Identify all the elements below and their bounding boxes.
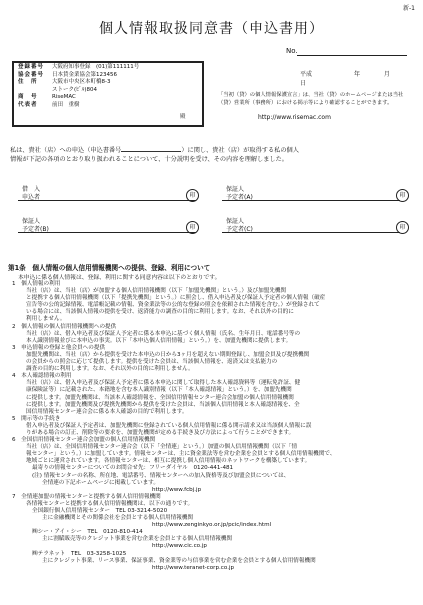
terms-line: の会員からの照会に応じて提供します。提供を受けた会員は、当該個人情報を、返済又は支払能力の xyxy=(26,359,278,366)
company-row xyxy=(14,79,202,87)
terms-line: 報センター」という。）に加盟しています。情報センターは、主に資金業法等を営む企業を会員とする個人信用情報機関で、 xyxy=(26,451,336,458)
terms-line: 利用しません。 xyxy=(26,316,66,323)
guarantor-c-seal-icon: 印 xyxy=(396,221,409,234)
terms-line: 当社（店）は、全国信用情報センター連合会（以下「全情連」という。）加盟の個人信用情報機関（以下「情 xyxy=(26,444,298,451)
date-era: 平成 xyxy=(300,71,313,78)
company-row-label: 登録番号 xyxy=(18,64,45,70)
terms-body xyxy=(12,281,417,572)
terms-line: 康保険証等）に記載された、本籍地を含む本人識別情報（以下「本人確認情報」という。）を、加盟先機関 xyxy=(26,387,292,394)
terms-line: りがある場合の訂正、削除等の要求を、加盟先機関が定める手続き及び方法によって行うことができます。 xyxy=(26,429,295,436)
privacy-notice: 「当初（貸）の個人情報保護宣言」は、当社（貸）のホームページまたは当社（貸）営業所（事務所）における掲示等により確認することができます。 xyxy=(218,92,404,106)
company-honorific: 殿 xyxy=(180,114,186,120)
terms-line: 当社（店）は、借入申込者及び保証人予定者に係る本申込に基づく個人情報（氏名、生年月日、電話番号等の xyxy=(26,330,301,337)
company-row xyxy=(14,87,202,95)
terms-line: 加盟先機関は、当社（店）から提供を受けた本申込の日から3ヶ月を超えない期間登録し、加盟会員及び提携機関 xyxy=(26,351,310,358)
section-intro: 本申込に係る個人情報は、登録、利用に関する同意内容は以下のとおりです。 xyxy=(18,275,221,281)
company-url[interactable]: http://www.risemac.com xyxy=(258,114,331,121)
company-row xyxy=(14,64,202,72)
number-label: No. xyxy=(286,47,298,55)
company-row-label: 住 所 xyxy=(18,79,38,85)
applicant-label: 借 入 申込者 xyxy=(22,186,41,201)
date-row xyxy=(300,69,423,87)
guarantor-c-label: 保証人 予定者(C) xyxy=(226,218,253,233)
date-year: 年 xyxy=(353,71,360,78)
terms-line: 全国銀行個人信用情報センター TEL 03-3214-5020 xyxy=(32,508,168,514)
company-row xyxy=(14,94,202,102)
terms-line: いる場合には、当該個人情報の提供を受け、返済能力の調査の目的に利用します。なお、それ以外の目的に xyxy=(26,309,294,316)
company-row-value: 大阪市中央区本町橋8-3 xyxy=(52,79,111,85)
company-row xyxy=(14,72,202,80)
terms-line: 6 全国信用情報センター連合会加盟の個人信用情報機関 xyxy=(12,437,156,444)
terms-line: 2 個人情報の個人信用情報機関への提供 xyxy=(12,323,117,330)
terms-line: 全情連の下記ホームページに掲載しています。 xyxy=(42,479,159,486)
number-field[interactable] xyxy=(297,55,407,56)
company-row-label: 商 号 xyxy=(18,94,38,100)
reference-url[interactable]: http://www.fcbj.jp xyxy=(152,486,202,493)
terms-line: 当社（店）は、借入申込者及び保証人予定者に係る本申込に関して取得した本人確認資料等（運転免許証、健 xyxy=(26,380,301,387)
terms-line: 主に金融機関とその関係会社を会員とする個人信用情報機関 xyxy=(42,515,194,522)
company-row xyxy=(14,102,202,110)
guarantor-a-signature-line[interactable] xyxy=(222,200,400,201)
terms-line: 宣告等の公的記録情報、電話帳記載の情報、資金業法等の公的な登録の照会を依頼された情報を含む。）が登録されて xyxy=(26,302,320,309)
terms-line: 調査の目的に利用します。なお、それ以外の目的に利用しません。 xyxy=(26,366,194,373)
company-info-box xyxy=(12,61,204,127)
applicant-signature-line[interactable] xyxy=(18,200,196,201)
terms-line: ㈱テラネット TEL 03-3258-1025 xyxy=(32,550,127,557)
terms-line: 地域ごとに運営されています。各情報センターは、相互に提携し個人信用情報のネットワークを構築しています。 xyxy=(26,458,311,465)
guarantor-c-signature-line[interactable] xyxy=(222,232,400,233)
terms-line: 4 本人確認情報の利用 xyxy=(12,373,72,380)
guarantor-b-label: 保証人 予定者(B) xyxy=(22,218,49,233)
date-day: 日 xyxy=(300,80,307,87)
guarantor-b-seal-icon: 印 xyxy=(186,221,199,234)
guarantor-a-label: 保証人 予定者(A) xyxy=(226,186,253,201)
reference-url[interactable]: http://www.cic.co.jp xyxy=(152,543,207,550)
terms-line: 主に割賦販売等のクレジット事業を営む企業を会員とする個人信用情報機関 xyxy=(42,536,233,543)
terms-line: (注) 情報センターの名称、所在地、電話番号、情報センターへの加入資格等及び加盟会員については、 xyxy=(32,472,290,479)
terms-line: 当社（店）は、当社（店）が加盟する個人信用情報機関（以下「加盟先機関」という。）及び加盟先機関 xyxy=(26,288,287,295)
terms-line: 3 申込情報の登録と他会員への提供 xyxy=(12,344,106,351)
company-row-label: 代表者 xyxy=(18,101,38,108)
company-row-label: 協会番号 xyxy=(18,71,45,78)
applicant-seal-icon: 印 xyxy=(186,189,199,202)
terms-line: 本人識別情報並びに本申込の事実。以下「本申込個人信用情報」という。）を、加盟先機関に提供します。 xyxy=(26,337,292,344)
date-month: 月 xyxy=(383,71,390,78)
terms-line: 1 個人情報の利用 xyxy=(12,281,61,287)
document-code: 新-1 xyxy=(403,5,415,12)
terms-line: 7 全情連加盟の情報センターと提携する個人信用情報機関 xyxy=(12,493,161,500)
company-row-label xyxy=(18,87,52,95)
company-row-value: 前田 重樹 xyxy=(52,101,80,108)
reference-url[interactable]: http://www.teranet-corp.co.jp xyxy=(152,564,235,571)
company-row-value: 大阪府知事登録 (01)第111111号 xyxy=(52,64,140,70)
page-title: 個人情報取扱同意書（申込書用） xyxy=(99,21,324,37)
company-row-value: 日本賃金業協会第123456 xyxy=(52,71,117,78)
reference-url[interactable]: http://www.zenginkyo.or.jp/pcic/index.html xyxy=(152,522,272,529)
terms-line: 主にクレジット事業、リース事業、保証事業、資金業等の与信事業を営む企業を会員とする個人信用情報機関 xyxy=(42,557,316,564)
terms-line: 最寄りの情報センターについてのお問合せ先：フリーダイヤル 0120-441-481 xyxy=(32,465,234,472)
terms-line: 各情報センターと提携する個人信用情報機関は、以下の通りです。 xyxy=(26,500,194,507)
terms-line: に提供します。加盟先機関は、当該本人確認情報を、全国信用情報センター連合会加盟の個人信用情報機関 xyxy=(26,394,294,401)
terms-line: ㈱シー・アイ・シー TEL 0120-810-414 xyxy=(32,529,143,536)
consent-statement: 私は、貴社（店）への申込（申込書番号 ）に関し、貴社（店）が取得する私の個人 情報が下記の各項のとおり取り扱われることについて、十分説明を受け、その内容を理解しました。 xyxy=(10,147,299,163)
terms-line: 借入申込者及び保証人予定者は、加盟先機関に登録されている個人信用情報に係る開示請求又は当該個人情報に誤 xyxy=(26,422,312,429)
section-title: 第1条 個人情報の個人信用情報機関への提供、登録、利用について xyxy=(8,264,211,272)
terms-line: 5 開示等の手続き xyxy=(12,415,61,422)
terms-line: と提携する個人信用情報機関（以下「提携先機関」という。）に照会し、借入申込者及び保証人予定者の個人情報（破産 xyxy=(26,295,326,302)
company-row-value: ストーク(ﾋﾞﾙ)804 xyxy=(52,86,98,93)
terms-line: に提供します。加盟先機関及び提携先機関から提供を受けた会員は、当該個人信用情報と本人確認情報を、全 xyxy=(26,401,300,408)
terms-line: 国信用情報センター連合会に係る本人確認の目的で利用します。 xyxy=(26,408,188,415)
application-number-field[interactable] xyxy=(121,151,181,152)
guarantor-a-seal-icon: 印 xyxy=(396,189,409,202)
guarantor-b-signature-line[interactable] xyxy=(18,232,196,233)
company-row-value: RiseMAC xyxy=(52,94,76,100)
